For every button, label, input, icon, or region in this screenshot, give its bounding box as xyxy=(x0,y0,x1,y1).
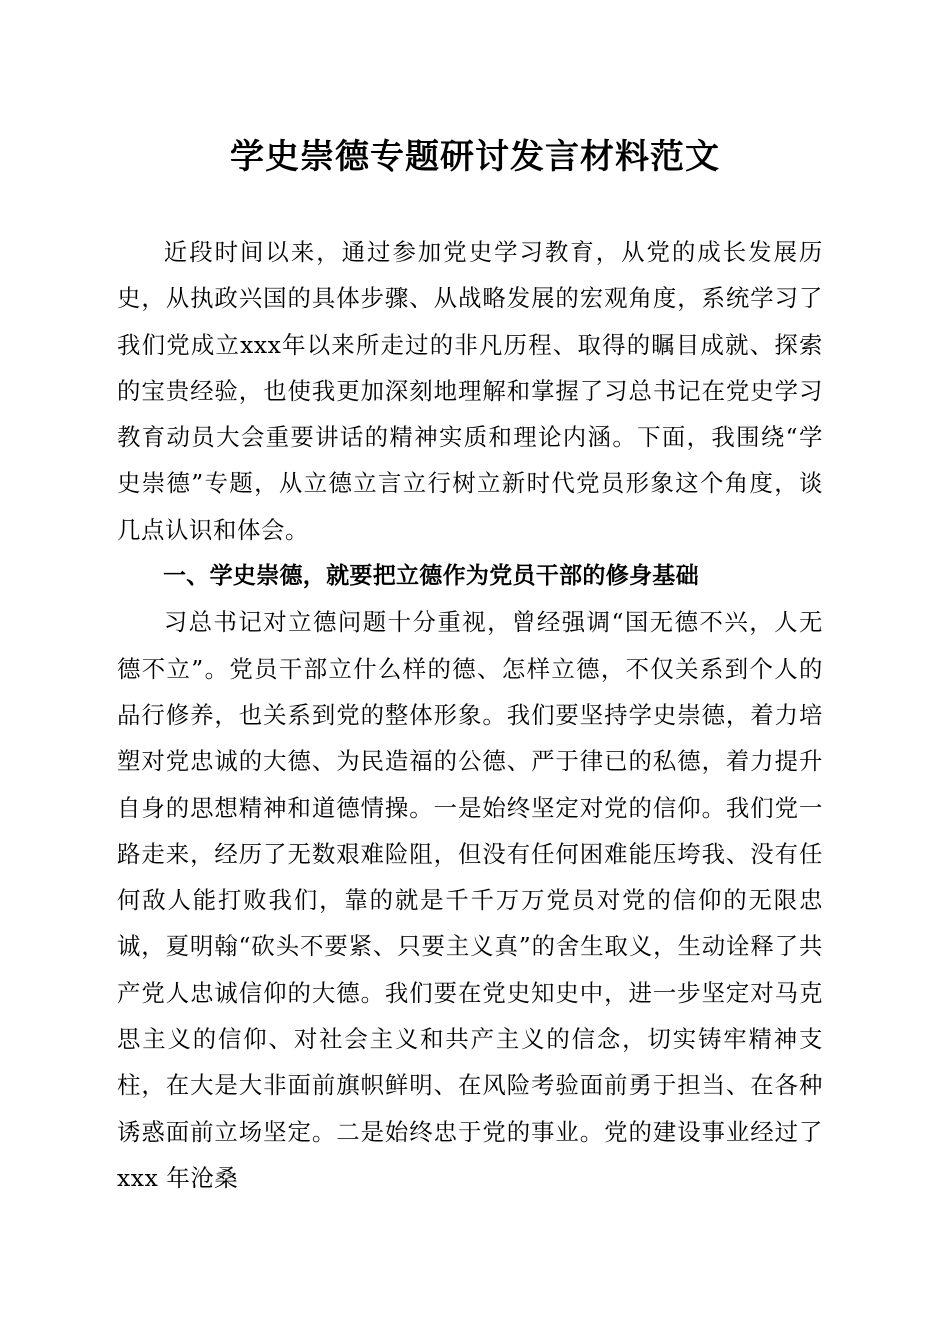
intro-paragraph: 近段时间以来，通过参加党史学习教育，从党的成长发展历史，从执政兴国的具体步骤、从战略发展的宏观角度，系统学习了我们党成立xxx年以来所走过的非凡历程、取得的瞩目成就、探索的宝贵经验，也使我更加深刻地理解和掌握了习总书记在党史学习教育动员大会重要讲话的精神实质和理论内涵。下面，我围绕“学史崇德”专题，从立德立言立行树立新时代党员形象这个角度，谈几点认识和体会。 xyxy=(117,238,823,544)
section-heading: 一、学史崇德，就要把立德作为党员干部的修身基础 xyxy=(163,563,699,590)
document-title: 学史崇德专题研讨发言材料范文 xyxy=(230,137,720,177)
document-body xyxy=(117,229,823,1201)
section-paragraph: 习总书记对立德问题十分重视，曾经强调“国无德不兴，人无德不立”。党员干部立什么样的德、怎样立德，不仅关系到个人的品行修养，也关系到党的整体形象。我们要坚持学史崇德，着力培塑对党忠诚的大德、为民造福的公德、严于律已的私德，着力提升自身的思想精神和道德情操。一是始终坚定对党的信仰。我们党一路走来，经历了无数艰难险阻，但没有任何困难能压垮我、没有任何敌人能打败我们，靠的就是千千万万党员对党的信仰的无限忠诚，夏明翰“砍头不要紧、只要主义真”的舍生取义，生动诠释了共产党人忠诚信仰的大德。我们要在党史知史中，进一步坚定对马克思主义的信仰、对社会主义和共产主义的信念，切实铸牢精神支柱，在大是大非面前旗帜鲜明、在风险考验面前勇于担当、在各种诱惑面前立场坚定。二是始终忠于党的事业。党的建设事业经过了 xxx 年沧桑 xyxy=(117,608,823,1192)
